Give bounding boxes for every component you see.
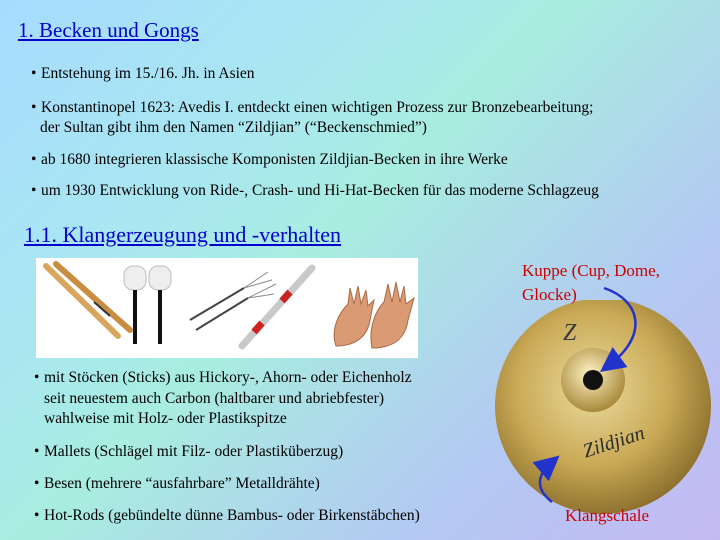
bullet-dot: • <box>34 443 40 460</box>
bullet-sticks-continuation-1: seit neuestem auch Carbon (haltbarer und abriebfester) <box>44 390 384 407</box>
bowl-arrow <box>540 462 552 502</box>
bullet-konstantinopel: • Konstantinopel 1623: Avedis I. entdeckt einen wichtigen Prozess zur Bronzebearbeitung; <box>31 99 594 116</box>
bullet-sticks-continuation-2: wahlweise mit Holz- oder Plastikspitze <box>44 410 287 427</box>
bullet-dot: • <box>31 65 37 82</box>
bullet-sticks: • mit Stöcken (Sticks) aus Hickory-, Ahorn- oder Eichenholz <box>34 369 412 386</box>
bullet-konstantinopel-continuation: der Sultan gibt ihm den Namen “Zildjian” (“Beckenschmied”) <box>40 119 427 136</box>
bullet-schlagzeug: • um 1930 Entwicklung von Ride-, Crash- und Hi-Hat-Becken für das moderne Schlagzeug <box>31 182 599 199</box>
bullet-komponisten: • ab 1680 integrieren klassische Komponisten Zildjian-Becken in ihre Werke <box>31 151 508 168</box>
bullet-dot: • <box>34 507 40 524</box>
bullet-dot: • <box>34 369 40 386</box>
cup-label-line2: Glocke) <box>522 285 577 304</box>
bowl-label: Klangschale <box>565 506 650 525</box>
cymbal-logo-zildjian: Zildjian <box>580 421 648 463</box>
bullet-hot-rods: • Hot-Rods (gebündelte dünne Bambus- oder Birkenstäbchen) <box>34 507 420 524</box>
bullet-mallets: • Mallets (Schlägel mit Filz- oder Plastiküberzug) <box>34 443 344 460</box>
section-title-becken-und-gongs: 1. Becken und Gongs <box>18 18 199 42</box>
bullet-besen: • Besen (mehrere “ausfahrbare” Metalldrähte) <box>34 475 320 492</box>
bullet-dot: • <box>34 475 40 492</box>
section-title-klangerzeugung: 1.1. Klangerzeugung und -verhalten <box>24 222 342 247</box>
cup-arrow <box>604 288 635 366</box>
bullet-dot: • <box>31 151 37 168</box>
bullet-dot: • <box>31 182 37 199</box>
bullet-entstehung: • Entstehung im 15./16. Jh. in Asien <box>31 65 255 82</box>
bullet-dot: • <box>31 99 37 116</box>
cup-label-line1: Kuppe (Cup, Dome, <box>522 261 660 280</box>
cymbal-logo-z: Z <box>563 320 577 346</box>
